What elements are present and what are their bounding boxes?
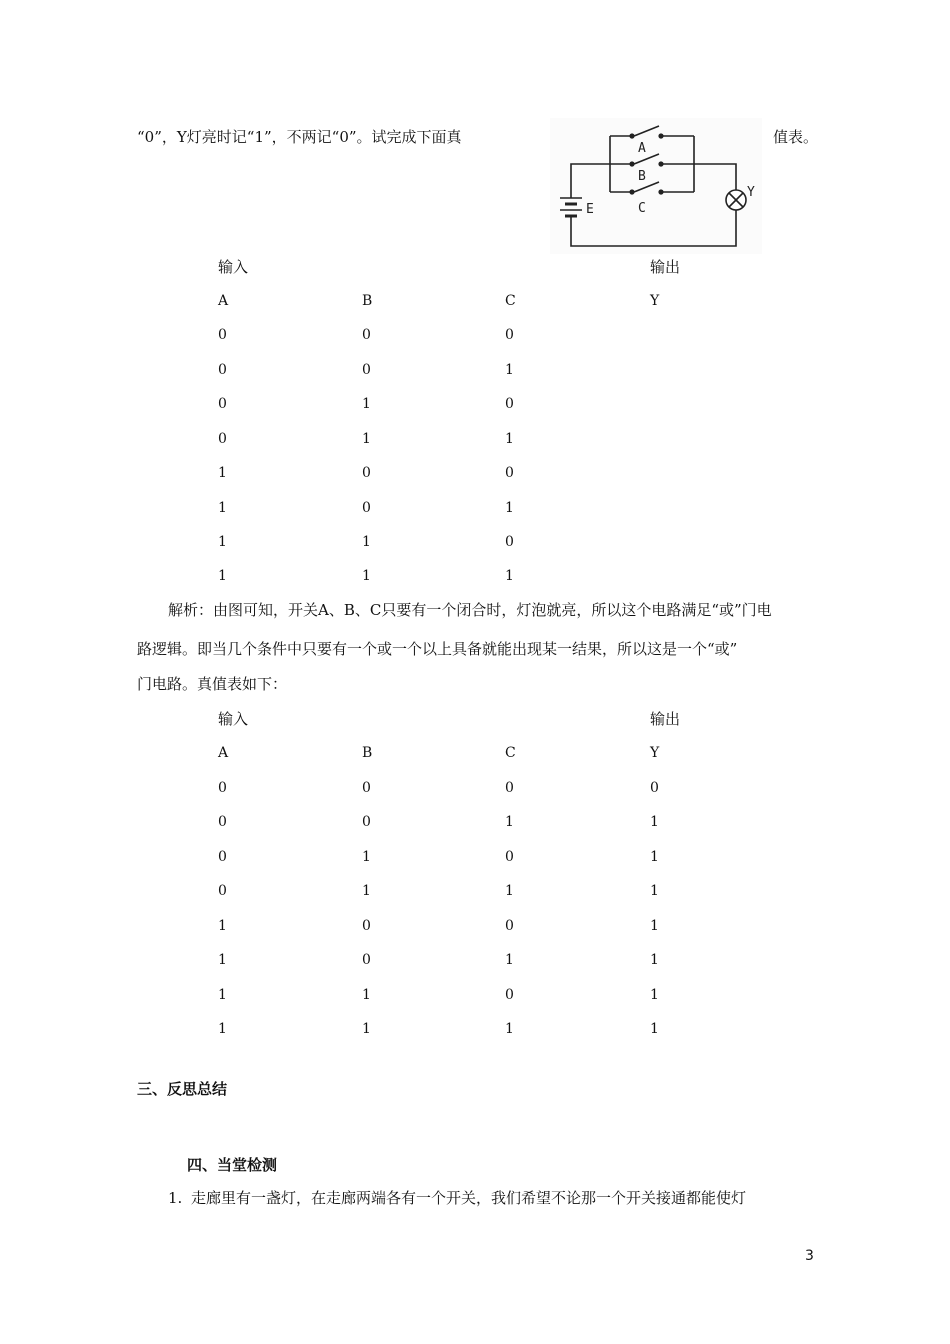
table2-cell: 0 bbox=[650, 780, 659, 796]
table2-input-group: 输入 bbox=[218, 710, 249, 728]
table1-output-group: 输出 bbox=[650, 258, 681, 276]
table2-cell: 1 bbox=[650, 814, 659, 830]
table2-header-cell: B bbox=[362, 745, 373, 761]
analysis-line-1: 解析：由图可知，开关A、B、C只要有一个闭合时，灯泡就亮，所以这个电路满足“或”门电 bbox=[168, 601, 772, 619]
table1-cell: 1 bbox=[505, 568, 514, 584]
table1-cell: 0 bbox=[218, 396, 227, 412]
table1-cell: 1 bbox=[362, 534, 371, 550]
table2-cell: 1 bbox=[505, 1021, 514, 1037]
table1-cell: 1 bbox=[218, 534, 227, 550]
table2-cell: 1 bbox=[650, 987, 659, 1003]
table2-cell: 0 bbox=[218, 883, 227, 899]
table2-cell: 1 bbox=[650, 849, 659, 865]
table1-cell: 0 bbox=[218, 327, 227, 343]
table2-header-cell: C bbox=[505, 745, 516, 761]
switch-b-label: B bbox=[638, 169, 646, 184]
switch-a-label: A bbox=[638, 141, 646, 156]
question-1-number: 1. bbox=[168, 1189, 183, 1207]
table1-cell: 1 bbox=[218, 465, 227, 481]
table2-cell: 0 bbox=[218, 849, 227, 865]
table1-cell: 0 bbox=[218, 362, 227, 378]
table1-input-group: 输入 bbox=[218, 258, 249, 276]
circuit-diagram bbox=[550, 118, 762, 254]
table1-cell: 0 bbox=[362, 362, 371, 378]
table1-header-cell: A bbox=[218, 293, 229, 309]
table1-cell: 0 bbox=[505, 396, 514, 412]
question-1-text: 走廊里有一盏灯，在走廊两端各有一个开关，我们希望不论那一个开关接通都能使灯 bbox=[191, 1189, 747, 1207]
table2-cell: 1 bbox=[505, 814, 514, 830]
table2-cell: 0 bbox=[362, 952, 371, 968]
analysis-line-3: 门电路。真值表如下： bbox=[137, 675, 288, 693]
table1-header-cell: Y bbox=[650, 293, 660, 309]
table1-cell: 0 bbox=[505, 534, 514, 550]
table1-cell: 1 bbox=[218, 568, 227, 584]
table2-cell: 1 bbox=[218, 918, 227, 934]
table1-cell: 0 bbox=[505, 327, 514, 343]
switch-c-label: C bbox=[638, 201, 646, 216]
table2-header-cell: A bbox=[218, 745, 229, 761]
table2-cell: 1 bbox=[362, 883, 371, 899]
intro-text-right: 值表。 bbox=[773, 128, 819, 146]
analysis-line-2: 路逻辑。即当几个条件中只要有一个或一个以上具备就能出现某一结果，所以这是一个“或” bbox=[137, 640, 738, 658]
table2-cell: 1 bbox=[650, 918, 659, 934]
table1-cell: 0 bbox=[362, 327, 371, 343]
table1-cell: 0 bbox=[505, 465, 514, 481]
table1-cell: 1 bbox=[362, 396, 371, 412]
section-3-heading: 三、反思总结 bbox=[137, 1080, 228, 1098]
table2-cell: 0 bbox=[362, 814, 371, 830]
table2-cell: 0 bbox=[505, 987, 514, 1003]
section-4-heading: 四、当堂检测 bbox=[187, 1156, 278, 1174]
table1-cell: 1 bbox=[505, 362, 514, 378]
table2-cell: 0 bbox=[218, 814, 227, 830]
table2-cell: 1 bbox=[362, 849, 371, 865]
table1-header-cell: C bbox=[505, 293, 516, 309]
table2-cell: 0 bbox=[218, 780, 227, 796]
table2-cell: 0 bbox=[362, 918, 371, 934]
table2-cell: 1 bbox=[650, 1021, 659, 1037]
table2-cell: 0 bbox=[505, 918, 514, 934]
table2-cell: 1 bbox=[505, 952, 514, 968]
table2-cell: 1 bbox=[362, 1021, 371, 1037]
table1-cell: 1 bbox=[505, 500, 514, 516]
table2-cell: 1 bbox=[505, 883, 514, 899]
table2-cell: 1 bbox=[218, 987, 227, 1003]
table2-cell: 1 bbox=[218, 952, 227, 968]
table2-cell: 1 bbox=[650, 952, 659, 968]
table2-cell: 0 bbox=[505, 780, 514, 796]
page-number: 3 bbox=[805, 1248, 814, 1264]
table1-cell: 1 bbox=[362, 431, 371, 447]
table2-cell: 0 bbox=[505, 849, 514, 865]
table2-cell: 1 bbox=[362, 987, 371, 1003]
table2-cell: 0 bbox=[362, 780, 371, 796]
intro-text-left: “0”，Y灯亮时记“1”，不两记“0”。试完成下面真 bbox=[137, 128, 462, 146]
table1-cell: 0 bbox=[218, 431, 227, 447]
table1-cell: 0 bbox=[362, 500, 371, 516]
battery-label: E bbox=[586, 202, 594, 217]
table2-cell: 1 bbox=[650, 883, 659, 899]
table2-cell: 1 bbox=[218, 1021, 227, 1037]
table2-output-group: 输出 bbox=[650, 710, 681, 728]
table1-cell: 1 bbox=[362, 568, 371, 584]
lamp-label: Y bbox=[747, 185, 755, 200]
table1-cell: 0 bbox=[362, 465, 371, 481]
table1-cell: 1 bbox=[218, 500, 227, 516]
table1-header-cell: B bbox=[362, 293, 373, 309]
table1-cell: 1 bbox=[505, 431, 514, 447]
table2-header-cell: Y bbox=[650, 745, 660, 761]
